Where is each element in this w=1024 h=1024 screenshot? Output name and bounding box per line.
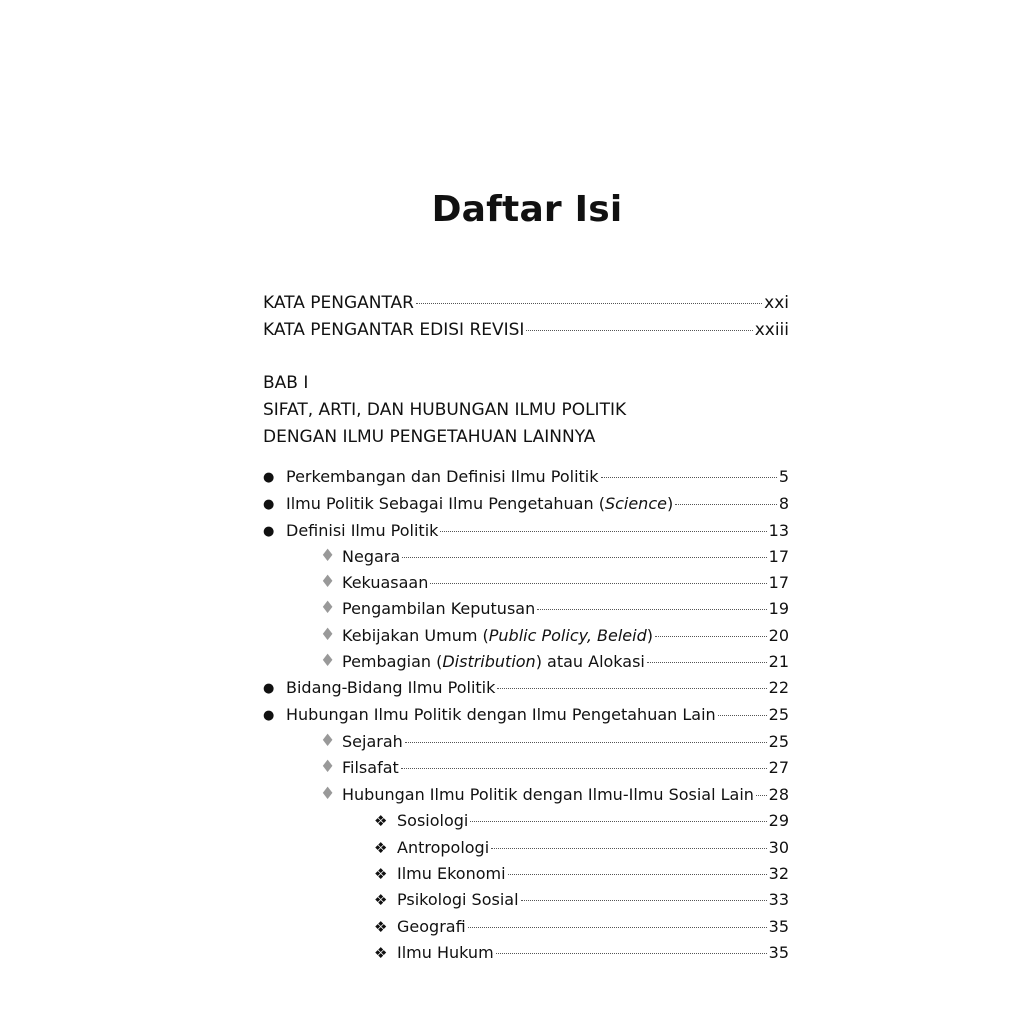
toc-entry-perkembangan: [286, 466, 789, 488]
toc-entry-page: 21: [768, 652, 789, 671]
label-italic: Science: [604, 494, 667, 513]
dot-leader: [401, 768, 767, 769]
bullet-icon: ●: [263, 497, 275, 512]
toc-entry-label: Kekuasaan: [342, 573, 429, 592]
toc-entry-label: Geografi: [397, 917, 466, 936]
toc-entry-page: 35: [768, 917, 789, 936]
fleuron-bullet-icon: ❖: [374, 839, 388, 857]
toc-entry-label: Perkembangan dan Definisi Ilmu Politik: [286, 467, 599, 486]
toc-entry-page: 22: [768, 678, 789, 697]
toc-entry-page: 8: [778, 494, 789, 513]
toc-entry-label: Sejarah: [342, 732, 403, 751]
dot-leader: [718, 715, 767, 716]
toc-entry-pengambilan-keputusan: [342, 598, 789, 620]
dot-leader: [647, 662, 767, 663]
toc-entry-page: xxi: [764, 293, 789, 313]
toc-entry-antropologi: [397, 837, 789, 859]
toc-entry-label: KATA PENGANTAR: [263, 293, 414, 313]
toc-entry-page: 5: [778, 467, 789, 486]
toc-entry-page: 28: [768, 785, 789, 804]
toc-entry-label: Definisi Ilmu Politik: [286, 521, 439, 540]
toc-entry-label: [286, 493, 673, 515]
toc-entry-page: 32: [768, 864, 789, 883]
diamond-bullet-icon: ♦: [320, 598, 336, 618]
label-text-post: ): [646, 626, 653, 645]
toc-entry-ilmu-ekonomi: [397, 863, 789, 885]
dot-leader: [496, 953, 767, 954]
dot-leader: [601, 477, 777, 478]
toc-entry-label: [342, 651, 645, 673]
toc-entry-ilmu-hukum: [397, 942, 789, 964]
toc-entry-sosiologi: [397, 810, 789, 832]
dot-leader: [521, 900, 767, 901]
toc-entry-page: 29: [768, 811, 789, 830]
label-italic: Distribution: [442, 652, 536, 671]
toc-entry-kebijakan-umum: [342, 625, 789, 647]
toc-entry-label: Antropologi: [397, 838, 490, 857]
dot-leader: [405, 742, 767, 743]
toc-entry-label: Sosiologi: [397, 811, 469, 830]
dot-leader: [402, 557, 766, 558]
chapter-title-line-1: SIFAT, ARTI, DAN HUBUNGAN ILMU POLITIK: [263, 400, 627, 420]
fleuron-bullet-icon: ❖: [374, 944, 388, 962]
dot-leader: [430, 583, 766, 584]
toc-entry-page: 27: [768, 758, 789, 777]
dot-leader: [675, 504, 777, 505]
chapter-title-line-2: DENGAN ILMU PENGETAHUAN LAINNYA: [263, 427, 596, 447]
toc-entry-pembagian: [342, 651, 789, 673]
dot-leader: [655, 636, 767, 637]
dot-leader: [470, 821, 766, 822]
toc-entry-label: Pengambilan Keputusan: [342, 599, 536, 618]
toc-entry-bidang-bidang: [286, 677, 789, 699]
dot-leader: [440, 531, 766, 532]
toc-entry-label: Negara: [342, 547, 401, 566]
page-title: Daftar Isi: [431, 189, 623, 230]
dot-leader: [756, 795, 767, 796]
toc-entry-sejarah: [342, 731, 789, 753]
toc-entry-hubungan-ilmu-sosial: [342, 784, 789, 806]
toc-entry-page: 17: [768, 547, 789, 566]
toc-entry-page: 33: [768, 890, 789, 909]
toc-entry-label: KATA PENGANTAR EDISI REVISI: [263, 320, 525, 340]
toc-entry-filsafat: [342, 757, 789, 779]
bullet-icon: ●: [263, 524, 275, 539]
toc-entry-label: Ilmu Ekonomi: [397, 864, 506, 883]
toc-entry-page: 35: [768, 943, 789, 962]
label-italic: Public Policy, Beleid: [488, 626, 647, 645]
toc-entry-label: [342, 625, 653, 647]
toc-entry-label: Hubungan Ilmu Politik dengan Ilmu Pengetahuan Lain: [286, 705, 716, 724]
toc-entry-kata-pengantar-edisi-revisi: [263, 319, 789, 341]
toc-entry-label: Bidang-Bidang Ilmu Politik: [286, 678, 496, 697]
label-text-post: ): [666, 494, 674, 513]
toc-entry-label: Psikologi Sosial: [397, 890, 519, 909]
label-text: Pembagian (: [342, 652, 443, 671]
diamond-bullet-icon: ♦: [320, 651, 336, 671]
fleuron-bullet-icon: ❖: [374, 918, 388, 936]
toc-entry-page: 19: [768, 599, 789, 618]
toc-entry-page: 25: [768, 705, 789, 724]
bullet-icon: ●: [263, 470, 275, 485]
dot-leader: [537, 609, 766, 610]
toc-entry-page: 25: [768, 732, 789, 751]
toc-entry-label: Filsafat: [342, 758, 399, 777]
bullet-icon: ●: [263, 681, 275, 696]
toc-entry-hubungan: [286, 704, 789, 726]
toc-entry-kata-pengantar: [263, 292, 789, 314]
bullet-icon: ●: [263, 708, 275, 723]
toc-entry-psikologi-sosial: [397, 889, 789, 911]
diamond-bullet-icon: ♦: [320, 572, 336, 592]
fleuron-bullet-icon: ❖: [374, 865, 388, 883]
toc-entry-negara: [342, 546, 789, 568]
toc-entry-page: xxiii: [754, 320, 789, 340]
diamond-bullet-icon: ♦: [320, 625, 336, 645]
dot-leader: [526, 330, 752, 331]
fleuron-bullet-icon: ❖: [374, 891, 388, 909]
label-text: Kebijakan Umum (: [342, 626, 489, 645]
toc-entry-kekuasaan: [342, 572, 789, 594]
diamond-bullet-icon: ♦: [320, 784, 336, 804]
dot-leader: [508, 874, 767, 875]
toc-entry-geografi: [397, 916, 789, 938]
toc-entry-label: Ilmu Hukum: [397, 943, 494, 962]
toc-entry-page: 30: [768, 838, 789, 857]
dot-leader: [491, 848, 766, 849]
toc-entry-page: 20: [768, 626, 789, 645]
toc-entry-page: 13: [768, 521, 789, 540]
dot-leader: [468, 927, 767, 928]
diamond-bullet-icon: ♦: [320, 731, 336, 751]
fleuron-bullet-icon: ❖: [374, 812, 388, 830]
dot-leader: [497, 688, 766, 689]
label-text-post: ) atau Alokasi: [535, 652, 645, 671]
diamond-bullet-icon: ♦: [320, 546, 336, 566]
label-text: Ilmu Politik Sebagai Ilmu Pengetahuan (: [286, 494, 605, 513]
toc-entry-definisi: [286, 520, 789, 542]
dot-leader: [416, 303, 762, 304]
toc-entry-ilmu-politik-sebagai: [286, 493, 789, 515]
diamond-bullet-icon: ♦: [320, 757, 336, 777]
toc-entry-label: Hubungan Ilmu Politik dengan Ilmu-Ilmu Sosial Lain: [342, 785, 754, 804]
chapter-number: BAB I: [263, 373, 309, 393]
toc-entry-page: 17: [768, 573, 789, 592]
